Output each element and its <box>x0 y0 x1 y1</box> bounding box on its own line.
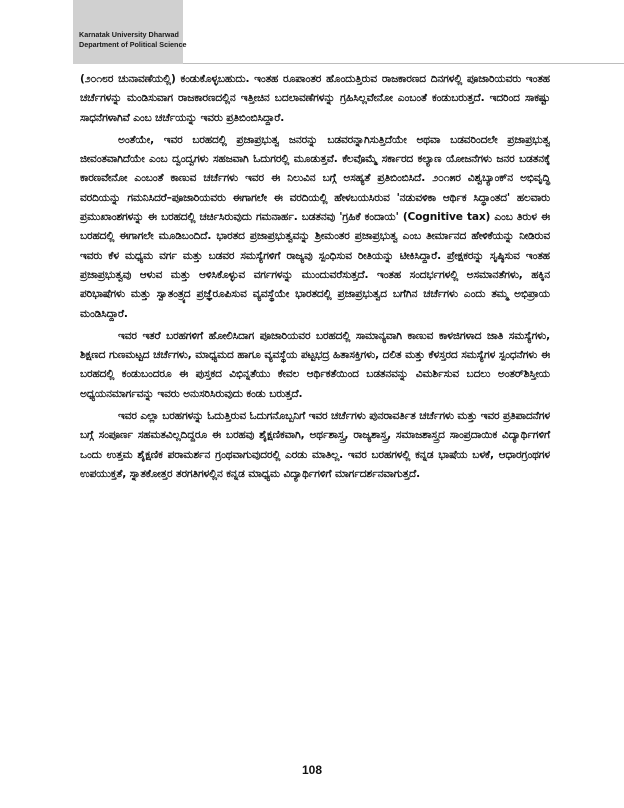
paragraph-4: ಇವರ ಎಲ್ಲಾ ಬರಹಗಳನ್ನು ಓದುತ್ತಿರುವ ಓದುಗನೊಬ್ಬನಿಗೆ ಇವರ ಚರ್ಚೆಗಳು ಪುನರಾವರ್ತಿತ ಚರ್ಚೆಗಳು ಮತ್ತು ಇವರ ಪ್ರತಿಪಾದನೆಗಳ ಬಗ್ಗೆ ಸಂಪೂರ್ಣ ಸಹಮತವಿಲ್ಲದಿದ್ದರೂ ಈ ಬರಹವು ಶೈಕ್ಷಣಿಕವಾಗಿ, ಅರ್ಥಶಾಸ್ತ್ರ, ರಾಜ್ಯಶಾಸ್ತ್ರ, ಸಮಾಜಶಾಸ್ತ್ರದ ಸಾಂಪ್ರದಾಯಿಕ ವಿದ್ಯಾರ್ಥಿಗಳಿಗೆ ಒಂದು ಉತ್ತಮ ಶೈಕ್ಷಣಿಕ ಪರಾಮರ್ಶನ ಗ್ರಂಥವಾಗುವುದರಲ್ಲಿ ಎರಡು ಮಾತಿಲ್ಲ. ಇವರ ಬರಹಗಳಲ್ಲಿ ಕನ್ನಡ ಭಾಷೆಯ ಬಳಕೆ, ಆಧಾರಗ್ರಂಥಗಳ ಉಪಯುಕ್ತತೆ, ಸ್ನಾತಕೋತ್ತರ ತರಗತಿಗಳಲ್ಲಿನ ಕನ್ನಡ ಮಾಧ್ಯಮ ವಿದ್ಯಾರ್ಥಿಗಳಿಗೆ ಮಾರ್ಗದರ್ಶನವಾಗುತ್ತದೆ. <box>80 410 550 480</box>
header-box <box>73 0 187 64</box>
header-divider <box>183 63 624 64</box>
header-university: Karnatak University Dharwad <box>79 30 179 39</box>
paragraph-1: (೨೦೧೮ರ ಚುನಾವಣೆಯಲ್ಲಿ) ಕಂಡುಕೊಳ್ಳಬಹುದು. ಇಂತಹ ರೂಪಾಂತರ ಹೊಂದುತ್ತಿರುವ ರಾಜಕಾರಣದ ದಿನಗಳಲ್ಲಿ ಪೂಜಾರಿಯವರು ಇಂತಹ ಚರ್ಚೆಗಳನ್ನು ಮಂಡಿಸುವಾಗ ರಾಜಕಾರಣದಲ್ಲಿನ ಇತ್ತೀಚಿನ ಬದಲಾವಣೆಗಳನ್ನು ಗ್ರಹಿಸಿಲ್ಲವೇನೋ ಎಂಬಂತೆ ಕಂಡುಬರುತ್ತದೆ. ಇದರಿಂದ ಸಾಕಷ್ಟು ಸಾಧನೆಗಳಾಗಿವೆ ಎಂಬ ಚರ್ಚೆಯನ್ನು ಇವರು ಪ್ರತಿಬಿಂಬಿಸಿದ್ದಾರೆ. <box>80 73 550 124</box>
header-department: Department of Political Science <box>79 40 187 49</box>
body-text <box>80 70 550 487</box>
paragraph-3: ಇವರ ಇತರೆ ಬರಹಗಳಿಗೆ ಹೋಲಿಸಿದಾಗ ಪೂಜಾರಿಯವರ ಬರಹದಲ್ಲಿ ಸಾಮಾನ್ಯವಾಗಿ ಕಾಣುವ ಕಾಳಜಿಗಳಾದ ಜಾತಿ ಸಮಸ್ಯೆಗಳು, ಶಿಕ್ಷಣದ ಗುಣಮಟ್ಟದ ಚರ್ಚೆಗಳು, ಮಾಧ್ಯಮದ ಹಾಗೂ ವ್ಯವಸ್ಥೆಯ ಪಟ್ಟಭದ್ರ ಹಿತಾಸಕ್ತಿಗಳು, ದಲಿತ ಮತ್ತು ಕೆಳಸ್ತರದ ಸಮಸ್ಯೆಗಳ ಸ್ಪಂಧನೆಗಳು ಈ ಬರಹದಲ್ಲಿ ಕಂಡುಬಂದರೂ ಈ ಪುಸ್ತಕದ ವಿಭಿನ್ನತೆಯು ಕೇವಲ ಆರ್ಥಿಕತೆಯಿಂದ ಬಡತನವನ್ನು ವಿಮರ್ಶಿಸುವ ಬದಲು ಅಂತರ್‌ಶಿಸ್ತೀಯ ಅಧ್ಯಯನಮಾರ್ಗವನ್ನು ಇವರು ಅನುಸರಿಸಿರುವುದು ಕಂಡು ಬರುತ್ತದೆ. <box>80 329 550 400</box>
paragraph-2: ಅಂತೆಯೇ, ಇವರ ಬರಹದಲ್ಲಿ ಪ್ರಜಾಪ್ರಭುತ್ವ ಜನರನ್ನು ಬಡವರನ್ನಾಗಿಸುತ್ತಿದೆಯೇ ಅಥವಾ ಬಡವರಿಂದಲೇ ಪ್ರಜಾಪ್ರಭುತ್ವ ಜೀವಂತವಾಗಿದೆಯೇ ಎಂಬ ದ್ವಂದ್ವಗಳು ಸಹಜವಾಗಿ ಓದುಗರಲ್ಲಿ ಮೂಡುತ್ತವೆ. ಕೆಲವೊಮ್ಮೆ ಸರ್ಕಾರದ ಕಲ್ಯಾಣ ಯೋಜನೆಗಳು ಜನರ ಬಡತನಕ್ಕೆ ಕಾರಣವೇನೋ ಎಂಬಂತೆ ಕಾಣುವ ಚರ್ಚೆಗಳು ಇವರ ಈ ನಿಲುವಿನ ಬಗ್ಗೆ ಅಸಹ್ಯತೆ ಪ್ರತಿಬಿಂಬಿಸಿದೆ. ೨೦೧೫ರ ವಿಶ್ವಬ್ಯಾಂಕ್‌ನ ಅಭಿವೃದ್ಧಿ ವರದಿಯನ್ನು ಗಮನಿಸಿದರೆ–ಪೂಜಾರಿಯವರು ಈಗಾಗಲೇ ಈ ವರದಿಯಲ್ಲಿ ಹೇಳಬಯಸಿರುವ 'ನಡುವಳಿಕಾ ಆರ್ಥಿಕ ಸಿದ್ಧಾಂತದ' ಹಲವಾರು ಪ್ರಮುಖಾಂಶಗಳನ್ನು ಈ ಬರಹದಲ್ಲಿ ಚರ್ಚಿಸಿರುವುದು ಗಮನಾರ್ಹ. ಬಡತನವು 'ಗ್ರಹಿಕೆ ಕಂದಾಯ' (Cognitive tax) ಎಂಬ ತಿರುಳ ಈ ಬರಹದಲ್ಲಿ ಈಗಾಗಲೇ ಮೂಡಿಬಂದಿದೆ. ಭಾರತದ ಪ್ರಜಾಪ್ರಭುತ್ವವನ್ನು ಶ್ರೀಮಂತರ ಪ್ರಜಾಪ್ರಭುತ್ವ ಎಂಬ ತೀರ್ಮಾನದ ಹೇಳಿಕೆಯನ್ನು ನೀಡಿರುವ ಇವರು ಕೆಳ ಮಧ್ಯಮ ವರ್ಗ ಮತ್ತು ಬಡವರ ಸಮಸ್ಯೆಗಳಿಗೆ ರಾಜ್ಯವು ಸ್ಪಂಧಿಸುವ ರೀತಿಯನ್ನು ಟೀಕಿಸಿದ್ದಾರೆ. ಪ್ರೇಕ್ಷಕರನ್ನು ಸೃಷ್ಠಿಸುವ ಇಂತಹ ಪ್ರಜಾಪ್ರಭುತ್ವವು ಆಳುವ ಮತ್ತು ಆಳಿಸಿಕೊಳ್ಳುವ ವರ್ಗಗಳನ್ನು ಮುಂದುವರೆಸುತ್ತದೆ. ಇಂತಹ ಸಂದರ್ಭಗಳಲ್ಲಿ ಅಸಮಾನತೆಗಳು, ಹಕ್ಕಿನ ಪರಿಭಾಷೆಗಳು ಮತ್ತು ಸ್ವಾತಂತ್ರ್ಯದ ಪ್ರಜ್ಞೆರೂಪಿಸುವ ವ್ಯವಸ್ಥೆಯೇ ಭಾರತದಲ್ಲಿ ಪ್ರಜಾಪ್ರಭುತ್ವದ ಬಗೆಗಿನ ಚರ್ಚೆಗಳು ಎಂದು ತಮ್ಮ ಅಭಿಪ್ರಾಯ ಮಂಡಿಸಿದ್ದಾರೆ. <box>80 133 550 320</box>
page-number: 108 <box>301 763 323 777</box>
